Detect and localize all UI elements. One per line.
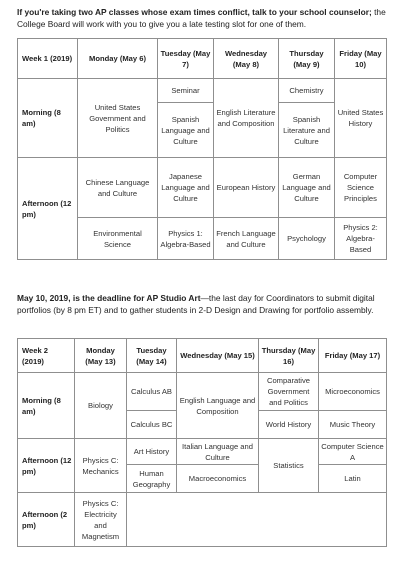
week2-day-tuesday: Tuesday (May 14) bbox=[127, 339, 177, 373]
week2-cell: Music Theory bbox=[319, 411, 387, 439]
week1-morning-label: Morning (8 am) bbox=[18, 79, 78, 158]
week1-cell: Japanese Language and Culture bbox=[158, 158, 214, 218]
week2-cell: Biology bbox=[75, 373, 127, 439]
week1-header-row bbox=[18, 39, 387, 79]
week1-day-monday: Monday (May 6) bbox=[78, 39, 158, 79]
week2-corner-label: Week 2 (2019) bbox=[18, 339, 75, 373]
week1-cell: English Literature and Composition bbox=[214, 79, 279, 158]
week2-cell: Italian Language and Culture bbox=[177, 439, 259, 465]
week2-afternoon12-label: Afternoon (12 pm) bbox=[18, 439, 75, 493]
week2-morning-row-a bbox=[18, 373, 387, 411]
week1-cell: German Language and Culture bbox=[279, 158, 335, 218]
week1-cell: Physics 2: Algebra-Based bbox=[335, 218, 387, 260]
week2-cell: Calculus BC bbox=[127, 411, 177, 439]
week2-cell: Physics C: Electricity and Magnetism bbox=[75, 493, 127, 547]
intro-note bbox=[17, 6, 389, 30]
week1-cell: Seminar bbox=[158, 79, 214, 103]
week2-cell: Comparative Government and Politics bbox=[259, 373, 319, 411]
week1-day-tuesday: Tuesday (May 7) bbox=[158, 39, 214, 79]
week1-schedule-table bbox=[17, 38, 387, 260]
week1-cell: Psychology bbox=[279, 218, 335, 260]
week1-cell: Chinese Language and Culture bbox=[78, 158, 158, 218]
week2-cell: Microeconomics bbox=[319, 373, 387, 411]
intro-note-bold: If you're taking two AP classes whose exam times conflict, talk to your school counselor; bbox=[17, 7, 372, 17]
week2-afternoon12-row-a bbox=[18, 439, 387, 465]
week2-cell: Physics C: Mechanics bbox=[75, 439, 127, 493]
week2-cell: Calculus AB bbox=[127, 373, 177, 411]
week2-day-thursday: Thursday (May 16) bbox=[259, 339, 319, 373]
week2-afternoon2-row bbox=[18, 493, 387, 547]
week1-cell: Spanish Literature and Culture bbox=[279, 103, 335, 158]
week1-cell: European History bbox=[214, 158, 279, 218]
deadline-note-rest: —the last day for Coordinators to submit digital portfolios (by 8 pm ET) and to gather students in 2-D Design and Drawing for portfolio assembly. bbox=[17, 293, 375, 315]
week2-empty-cell bbox=[127, 493, 387, 547]
week1-afternoon-label: Afternoon (12 pm) bbox=[18, 158, 78, 260]
deadline-note-bold: May 10, 2019, is the deadline for AP Studio Art bbox=[17, 293, 201, 303]
week2-day-friday: Friday (May 17) bbox=[319, 339, 387, 373]
week1-cell: Chemistry bbox=[279, 79, 335, 103]
week2-cell: Macroeconomics bbox=[177, 465, 259, 493]
week2-day-monday: Monday (May 13) bbox=[75, 339, 127, 373]
intro-note-rest: the College Board will work with you to give you a late testing slot for one of them. bbox=[17, 7, 386, 29]
week1-cell: Environmental Science bbox=[78, 218, 158, 260]
week2-cell: Latin bbox=[319, 465, 387, 493]
week2-afternoon2-label: Afternoon (2 pm) bbox=[18, 493, 75, 547]
week2-cell: English Language and Composition bbox=[177, 373, 259, 439]
week2-morning-label: Morning (8 am) bbox=[18, 373, 75, 439]
week1-corner-label: Week 1 (2019) bbox=[18, 39, 78, 79]
week2-cell: Computer Science A bbox=[319, 439, 387, 465]
week1-day-friday: Friday (May 10) bbox=[335, 39, 387, 79]
week1-cell: French Language and Culture bbox=[214, 218, 279, 260]
week2-cell: Human Geography bbox=[127, 465, 177, 493]
week1-cell: Spanish Language and Culture bbox=[158, 103, 214, 158]
week2-cell: Art History bbox=[127, 439, 177, 465]
week1-cell: Computer Science Principles bbox=[335, 158, 387, 218]
week1-day-thursday: Thursday (May 9) bbox=[279, 39, 335, 79]
week1-morning-row-a bbox=[18, 79, 387, 103]
week2-header-row bbox=[18, 339, 387, 373]
week2-schedule-table bbox=[17, 338, 387, 547]
week1-cell: United States Government and Politics bbox=[78, 79, 158, 158]
week1-cell: United States History bbox=[335, 79, 387, 158]
week1-cell: Physics 1: Algebra-Based bbox=[158, 218, 214, 260]
week1-day-wednesday: Wednesday (May 8) bbox=[214, 39, 279, 79]
week2-cell: Statistics bbox=[259, 439, 319, 493]
week1-afternoon-row-a bbox=[18, 158, 387, 218]
studio-art-deadline-note bbox=[17, 292, 389, 316]
week2-cell: World History bbox=[259, 411, 319, 439]
week2-day-wednesday: Wednesday (May 15) bbox=[177, 339, 259, 373]
